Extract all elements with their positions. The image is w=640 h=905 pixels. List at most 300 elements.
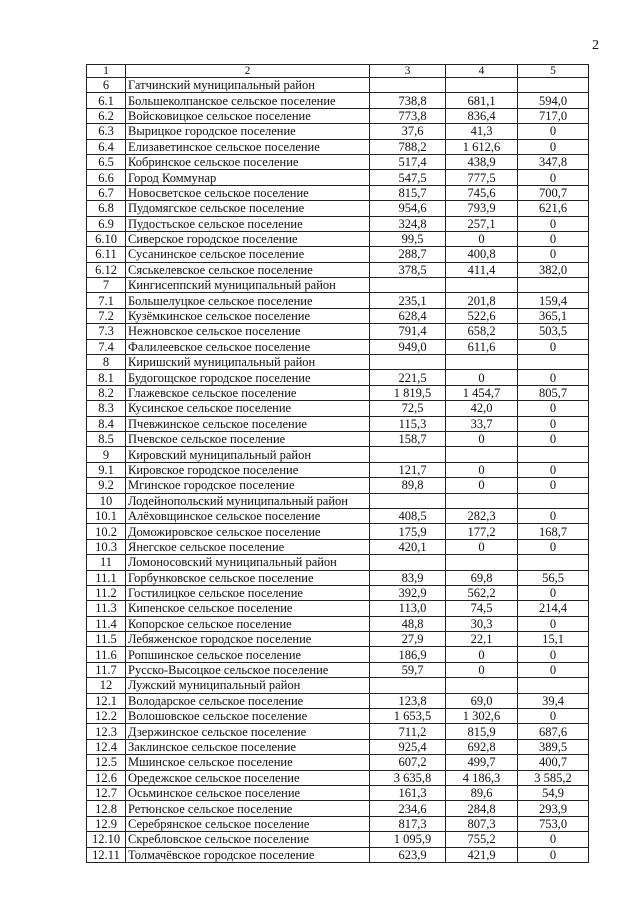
value-col4: 41,3 — [446, 124, 518, 139]
settlement-name: Сиверское городское поселение — [126, 231, 370, 246]
settlement-name: Гатчинский муниципальный район — [126, 78, 370, 93]
row-number: 6.12 — [87, 262, 126, 277]
settlement-name: Толмачёвское городское поселение — [126, 847, 370, 862]
settlement-name: Сяськелевское сельское поселение — [126, 262, 370, 277]
value-col3: 628,4 — [370, 308, 446, 323]
settlement-name: Доможировское сельское поселение — [126, 524, 370, 539]
table-row — [87, 570, 589, 585]
row-number: 12.7 — [87, 785, 126, 800]
value-col3: 37,6 — [370, 124, 446, 139]
table-row — [87, 216, 589, 231]
value-col3: 773,8 — [370, 108, 446, 123]
table-row — [87, 662, 589, 677]
value-col3: 99,5 — [370, 231, 446, 246]
value-col5: 0 — [518, 339, 589, 354]
row-number: 6.2 — [87, 108, 126, 123]
row-number: 10.3 — [87, 539, 126, 554]
row-number: 11.3 — [87, 601, 126, 616]
row-number: 12 — [87, 678, 126, 693]
value-col3: 186,9 — [370, 647, 446, 662]
settlement-name: Кузёмкинское сельское поселение — [126, 308, 370, 323]
settlement-name: Кировское городское поселение — [126, 462, 370, 477]
value-col3 — [370, 278, 446, 293]
value-col5: 0 — [518, 616, 589, 631]
row-number: 11.6 — [87, 647, 126, 662]
table-row — [87, 462, 589, 477]
row-number: 10.1 — [87, 508, 126, 523]
header-cell-4: 4 — [446, 65, 518, 78]
value-col4: 562,2 — [446, 585, 518, 600]
table-row — [87, 678, 589, 693]
row-number: 6.8 — [87, 201, 126, 216]
value-col3: 1 653,5 — [370, 709, 446, 724]
table-row — [87, 278, 589, 293]
value-col3: 235,1 — [370, 293, 446, 308]
value-col3: 83,9 — [370, 570, 446, 585]
table-row — [87, 247, 589, 262]
value-col5: 0 — [518, 585, 589, 600]
settlement-name: Город Коммунар — [126, 170, 370, 185]
table-row — [87, 539, 589, 554]
value-col5: 365,1 — [518, 308, 589, 323]
value-col4 — [446, 447, 518, 462]
table-row — [87, 493, 589, 508]
table-row — [87, 185, 589, 200]
settlement-name: Пчевжинское сельское поселение — [126, 416, 370, 431]
value-col3: 1 095,9 — [370, 832, 446, 847]
value-col4: 89,6 — [446, 785, 518, 800]
table-row — [87, 816, 589, 831]
row-number: 10 — [87, 493, 126, 508]
value-col5: 0 — [518, 170, 589, 185]
table-row — [87, 431, 589, 446]
value-col5: 0 — [518, 416, 589, 431]
settlement-name: Фалилеевское сельское поселение — [126, 339, 370, 354]
row-number: 7.1 — [87, 293, 126, 308]
table-row — [87, 785, 589, 800]
value-col5: 0 — [518, 431, 589, 446]
value-col4: 692,8 — [446, 739, 518, 754]
table-row — [87, 693, 589, 708]
row-number: 6 — [87, 78, 126, 93]
value-col4: 836,4 — [446, 108, 518, 123]
value-col5: 0 — [518, 216, 589, 231]
value-col4: 0 — [446, 462, 518, 477]
table-row — [87, 478, 589, 493]
settlement-name: Лебяженское городское поселение — [126, 632, 370, 647]
value-col5 — [518, 678, 589, 693]
value-col3: 27,9 — [370, 632, 446, 647]
row-number: 8.3 — [87, 401, 126, 416]
value-col5: 0 — [518, 847, 589, 862]
value-col3: 392,9 — [370, 585, 446, 600]
value-col3: 3 635,8 — [370, 770, 446, 785]
row-number: 12.4 — [87, 739, 126, 754]
table-row — [87, 847, 589, 862]
value-col5: 0 — [518, 647, 589, 662]
value-col4: 282,3 — [446, 508, 518, 523]
settlement-name: Мшинское сельское поселение — [126, 755, 370, 770]
value-col5: 0 — [518, 231, 589, 246]
table-row — [87, 508, 589, 523]
value-col4: 499,7 — [446, 755, 518, 770]
value-col5: 0 — [518, 139, 589, 154]
table-row — [87, 139, 589, 154]
value-col4: 681,1 — [446, 93, 518, 108]
value-col3: 788,2 — [370, 139, 446, 154]
row-number: 6.6 — [87, 170, 126, 185]
settlement-name: Новосветское сельское поселение — [126, 185, 370, 200]
value-col4: 0 — [446, 647, 518, 662]
table-row — [87, 201, 589, 216]
settlement-name: Володарское сельское поселение — [126, 693, 370, 708]
settlement-name: Глажевское сельское поселение — [126, 385, 370, 400]
value-col3: 161,3 — [370, 785, 446, 800]
value-col4: 42,0 — [446, 401, 518, 416]
value-col4: 0 — [446, 478, 518, 493]
value-col4: 745,6 — [446, 185, 518, 200]
value-col5: 0 — [518, 478, 589, 493]
settlement-name: Вырицкое городское поселение — [126, 124, 370, 139]
value-col5: 753,0 — [518, 816, 589, 831]
value-col3: 711,2 — [370, 724, 446, 739]
row-number: 9 — [87, 447, 126, 462]
settlement-name: Кипенское сельское поселение — [126, 601, 370, 616]
settlement-name: Большеколпанское сельское поселение — [126, 93, 370, 108]
value-col5 — [518, 555, 589, 570]
value-col3: 123,8 — [370, 693, 446, 708]
value-col5 — [518, 355, 589, 370]
row-number: 8 — [87, 355, 126, 370]
row-number: 11.2 — [87, 585, 126, 600]
value-col5: 56,5 — [518, 570, 589, 585]
value-col5: 3 585,2 — [518, 770, 589, 785]
table-row — [87, 108, 589, 123]
row-number: 11.7 — [87, 662, 126, 677]
value-col5: 0 — [518, 709, 589, 724]
settlement-name: Большелуцкое сельское поселение — [126, 293, 370, 308]
table-row — [87, 154, 589, 169]
value-col3: 420,1 — [370, 539, 446, 554]
value-col5: 39,4 — [518, 693, 589, 708]
value-col5: 382,0 — [518, 262, 589, 277]
table-row — [87, 601, 589, 616]
table-row — [87, 632, 589, 647]
value-col4 — [446, 678, 518, 693]
header-cell-1: 1 — [87, 65, 126, 78]
table-row — [87, 124, 589, 139]
settlement-name: Пудомягское сельское поселение — [126, 201, 370, 216]
value-col4: 400,8 — [446, 247, 518, 262]
value-col3: 121,7 — [370, 462, 446, 477]
row-number: 9.2 — [87, 478, 126, 493]
settlement-name: Пчевское сельское поселение — [126, 431, 370, 446]
value-col3: 72,5 — [370, 401, 446, 416]
value-col4: 4 186,3 — [446, 770, 518, 785]
value-col3: 378,5 — [370, 262, 446, 277]
settlement-name: Сусанинское сельское поселение — [126, 247, 370, 262]
row-number: 6.1 — [87, 93, 126, 108]
row-number: 11.1 — [87, 570, 126, 585]
settlement-name: Дзержинское сельское поселение — [126, 724, 370, 739]
value-col3: 234,6 — [370, 801, 446, 816]
value-col3 — [370, 493, 446, 508]
row-number: 6.5 — [87, 154, 126, 169]
row-number: 11.4 — [87, 616, 126, 631]
table-row — [87, 355, 589, 370]
settlement-name: Лужский муниципальный район — [126, 678, 370, 693]
settlement-name: Ропшинское сельское поселение — [126, 647, 370, 662]
value-col5: 54,9 — [518, 785, 589, 800]
value-col3: 925,4 — [370, 739, 446, 754]
settlement-name: Кировский муниципальный район — [126, 447, 370, 462]
value-col3 — [370, 447, 446, 462]
value-col3: 817,3 — [370, 816, 446, 831]
value-col4: 74,5 — [446, 601, 518, 616]
row-number: 7.2 — [87, 308, 126, 323]
value-col4: 257,1 — [446, 216, 518, 231]
settlement-name: Кобринское сельское поселение — [126, 154, 370, 169]
settlement-name: Ломоносовский муниципальный район — [126, 555, 370, 570]
value-col5: 0 — [518, 124, 589, 139]
table-row — [87, 339, 589, 354]
table-row — [87, 262, 589, 277]
row-number: 7.3 — [87, 324, 126, 339]
row-number: 8.2 — [87, 385, 126, 400]
value-col3 — [370, 355, 446, 370]
value-col5: 0 — [518, 662, 589, 677]
row-number: 6.3 — [87, 124, 126, 139]
settlement-name: Янегское сельское поселение — [126, 539, 370, 554]
value-col3: 1 819,5 — [370, 385, 446, 400]
value-col5 — [518, 278, 589, 293]
row-number: 6.4 — [87, 139, 126, 154]
settlement-name: Нежновское сельское поселение — [126, 324, 370, 339]
table-row — [87, 801, 589, 816]
value-col4: 0 — [446, 370, 518, 385]
settlement-name: Серебрянское сельское поселение — [126, 816, 370, 831]
value-col4: 611,6 — [446, 339, 518, 354]
settlement-name: Оредежское сельское поселение — [126, 770, 370, 785]
value-col3: 158,7 — [370, 431, 446, 446]
table-row — [87, 293, 589, 308]
row-number: 11 — [87, 555, 126, 570]
value-col3 — [370, 78, 446, 93]
table-row — [87, 739, 589, 754]
table-row — [87, 78, 589, 93]
table-row — [87, 770, 589, 785]
value-col3: 623,9 — [370, 847, 446, 862]
settlement-name: Ретюнское сельское поселение — [126, 801, 370, 816]
settlement-name: Копорское сельское поселение — [126, 616, 370, 631]
value-col3: 738,8 — [370, 93, 446, 108]
value-col5: 717,0 — [518, 108, 589, 123]
value-col5: 347,8 — [518, 154, 589, 169]
table-row — [87, 447, 589, 462]
settlement-name: Волошовское сельское поселение — [126, 709, 370, 724]
table-row — [87, 93, 589, 108]
settlement-name: Горбунковское сельское поселение — [126, 570, 370, 585]
value-col4: 1 302,6 — [446, 709, 518, 724]
settlement-name: Гостилицкое сельское поселение — [126, 585, 370, 600]
row-number: 7.4 — [87, 339, 126, 354]
table-row — [87, 709, 589, 724]
value-col5 — [518, 493, 589, 508]
table-row — [87, 832, 589, 847]
table-row — [87, 370, 589, 385]
value-col4: 1 612,6 — [446, 139, 518, 154]
row-number: 8.4 — [87, 416, 126, 431]
value-col3: 547,5 — [370, 170, 446, 185]
value-col3: 59,7 — [370, 662, 446, 677]
value-col3: 324,8 — [370, 216, 446, 231]
value-col4: 815,9 — [446, 724, 518, 739]
value-col5: 503,5 — [518, 324, 589, 339]
value-col3 — [370, 555, 446, 570]
value-col4: 0 — [446, 662, 518, 677]
value-col3: 113,0 — [370, 601, 446, 616]
settlement-name: Скребловское сельское поселение — [126, 832, 370, 847]
value-col5: 0 — [518, 462, 589, 477]
row-number: 12.9 — [87, 816, 126, 831]
value-col4: 284,8 — [446, 801, 518, 816]
value-col4: 421,9 — [446, 847, 518, 862]
row-number: 7 — [87, 278, 126, 293]
value-col5: 214,4 — [518, 601, 589, 616]
table-row — [87, 170, 589, 185]
value-col3: 949,0 — [370, 339, 446, 354]
row-number: 6.7 — [87, 185, 126, 200]
value-col4: 22,1 — [446, 632, 518, 647]
data-table — [86, 64, 589, 863]
value-col4: 658,2 — [446, 324, 518, 339]
page-number: 2 — [592, 38, 599, 53]
table-row — [87, 385, 589, 400]
settlement-name: Будогощское городское поселение — [126, 370, 370, 385]
row-number: 12.8 — [87, 801, 126, 816]
settlement-name: Заклинское сельское поселение — [126, 739, 370, 754]
value-col5 — [518, 78, 589, 93]
value-col4: 793,9 — [446, 201, 518, 216]
value-col3: 221,5 — [370, 370, 446, 385]
value-col4: 0 — [446, 231, 518, 246]
row-number: 6.9 — [87, 216, 126, 231]
table-row — [87, 324, 589, 339]
table-row — [87, 724, 589, 739]
header-cell-2: 2 — [126, 65, 370, 78]
value-col5: 15,1 — [518, 632, 589, 647]
table-row — [87, 555, 589, 570]
value-col3: 954,6 — [370, 201, 446, 216]
value-col4: 30,3 — [446, 616, 518, 631]
value-col3: 607,2 — [370, 755, 446, 770]
value-col4: 0 — [446, 539, 518, 554]
row-number: 10.2 — [87, 524, 126, 539]
value-col4: 33,7 — [446, 416, 518, 431]
settlement-name: Кусинское сельское поселение — [126, 401, 370, 416]
value-col4: 0 — [446, 431, 518, 446]
value-col4 — [446, 78, 518, 93]
value-col4 — [446, 493, 518, 508]
table-row — [87, 647, 589, 662]
row-number: 6.11 — [87, 247, 126, 262]
value-col4: 201,8 — [446, 293, 518, 308]
value-col5: 687,6 — [518, 724, 589, 739]
value-col4: 69,0 — [446, 693, 518, 708]
value-col5: 400,7 — [518, 755, 589, 770]
value-col4: 777,5 — [446, 170, 518, 185]
row-number: 11.5 — [87, 632, 126, 647]
value-col5: 389,5 — [518, 739, 589, 754]
value-col5: 700,7 — [518, 185, 589, 200]
header-cell-5: 5 — [518, 65, 589, 78]
value-col3: 48,8 — [370, 616, 446, 631]
table-row — [87, 616, 589, 631]
value-col5: 0 — [518, 539, 589, 554]
row-number: 6.10 — [87, 231, 126, 246]
value-col3: 175,9 — [370, 524, 446, 539]
table-row — [87, 231, 589, 246]
value-col5: 0 — [518, 401, 589, 416]
value-col4: 438,9 — [446, 154, 518, 169]
row-number: 12.2 — [87, 709, 126, 724]
table-row — [87, 401, 589, 416]
settlement-name: Мгинское городское поселение — [126, 478, 370, 493]
table-row — [87, 524, 589, 539]
value-col5: 621,6 — [518, 201, 589, 216]
value-col3: 115,3 — [370, 416, 446, 431]
table-row — [87, 755, 589, 770]
table-row — [87, 585, 589, 600]
settlement-name: Кингисеппский муниципальный район — [126, 278, 370, 293]
value-col4: 411,4 — [446, 262, 518, 277]
value-col5: 594,0 — [518, 93, 589, 108]
settlement-name: Елизаветинское сельское поселение — [126, 139, 370, 154]
row-number: 12.10 — [87, 832, 126, 847]
value-col5 — [518, 447, 589, 462]
value-col4: 755,2 — [446, 832, 518, 847]
row-number: 8.1 — [87, 370, 126, 385]
value-col5: 159,4 — [518, 293, 589, 308]
settlement-name: Русско-Высоцкое сельское поселение — [126, 662, 370, 677]
row-number: 12.11 — [87, 847, 126, 862]
value-col5: 805,7 — [518, 385, 589, 400]
value-col5: 293,9 — [518, 801, 589, 816]
value-col4: 69,8 — [446, 570, 518, 585]
value-col4 — [446, 555, 518, 570]
value-col4: 1 454,7 — [446, 385, 518, 400]
header-cell-3: 3 — [370, 65, 446, 78]
row-number: 12.5 — [87, 755, 126, 770]
value-col3: 288,7 — [370, 247, 446, 262]
value-col3: 815,7 — [370, 185, 446, 200]
row-number: 12.3 — [87, 724, 126, 739]
value-col4 — [446, 355, 518, 370]
settlement-name: Пудостьское сельское поселение — [126, 216, 370, 231]
settlement-name: Киришский муниципальный район — [126, 355, 370, 370]
value-col3: 89,8 — [370, 478, 446, 493]
settlement-name: Лодейнопольский муниципальный район — [126, 493, 370, 508]
value-col4: 177,2 — [446, 524, 518, 539]
value-col3: 517,4 — [370, 154, 446, 169]
value-col5: 0 — [518, 832, 589, 847]
value-col3 — [370, 678, 446, 693]
value-col4 — [446, 278, 518, 293]
value-col5: 0 — [518, 370, 589, 385]
row-number: 9.1 — [87, 462, 126, 477]
value-col4: 522,6 — [446, 308, 518, 323]
value-col4: 807,3 — [446, 816, 518, 831]
